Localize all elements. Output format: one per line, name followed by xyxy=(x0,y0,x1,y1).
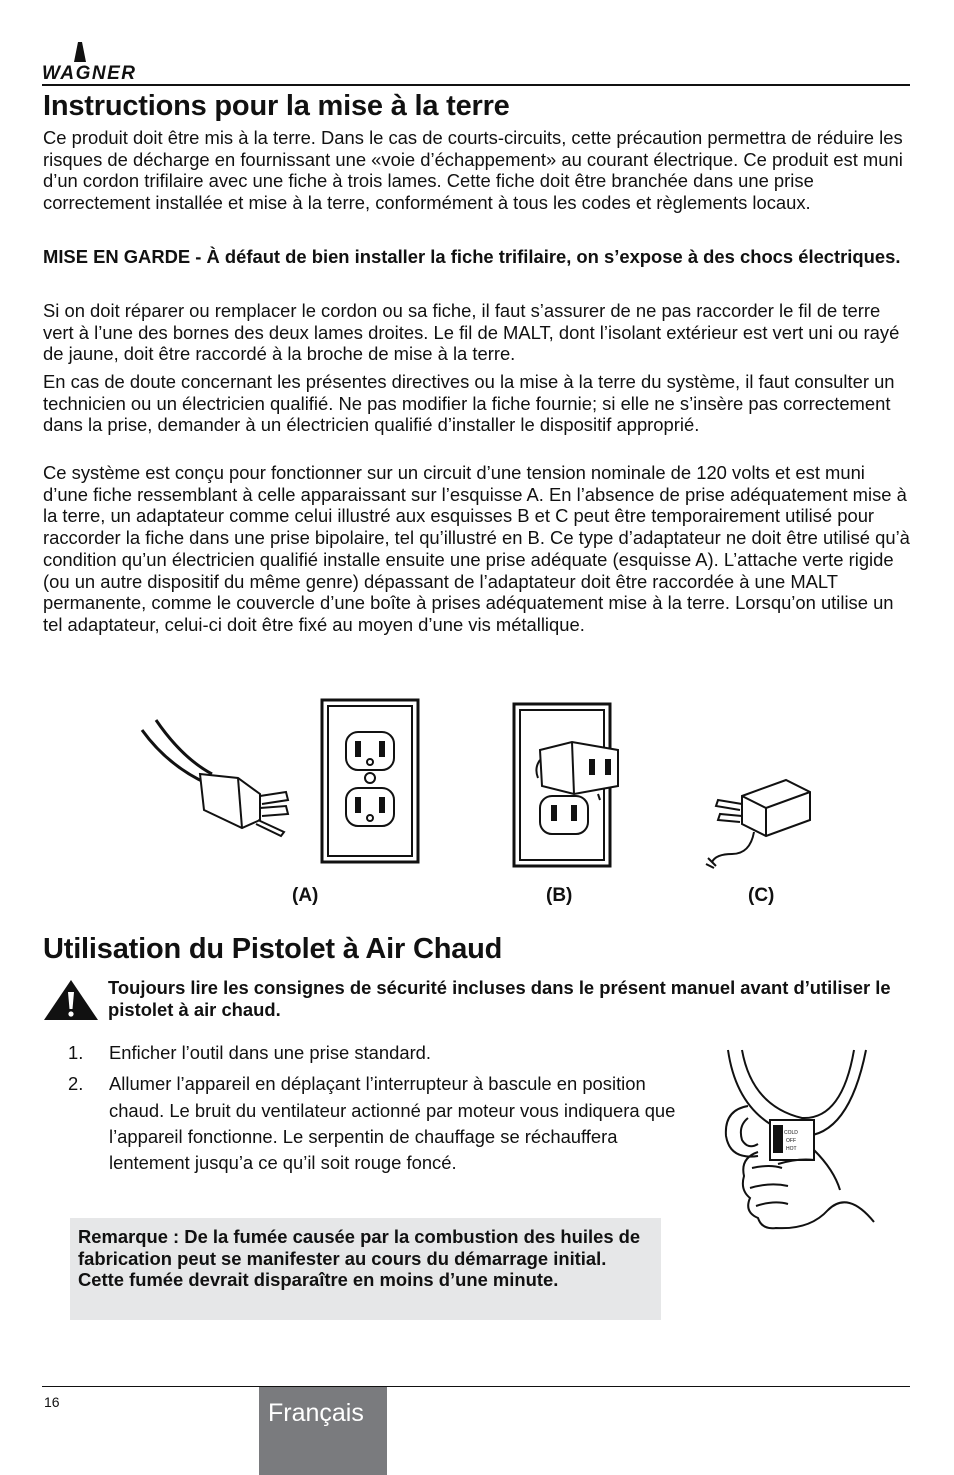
instruction-steps xyxy=(60,1040,680,1181)
section-title-grounding: Instructions pour la mise à la terre xyxy=(43,90,510,122)
paragraph-system: Ce système est conçu pour fonctionner sur un circuit d’une tension nominale de 120 volts et est muni d’une fiche ressemblant à celle apparaissant sur l’esquisse A. En l’absence de prise adéquatement mise à la terre, un adaptateur comme celui illustré aux esquisses B et C peut être temporairement utilisé pour raccorder la fiche dans une prise bipolaire, tel qu’illustré en B. Ce type d’adaptateur ne doit être utilisé qu’à condition qu’un électricien qualifié installe ensuite une prise adéquate (esquisse A). L’attache verte rigide (ou un autre dispositif du même genre) dépassant de l’adaptateur doit être raccordée à une MALT permanente, comme le couvercle d’une boîte à prises adéquatement mise à la terre. Lorsqu’on utilise un tel adaptateur, celui-ci doit être fixé au moyen d’une vis métallique. xyxy=(43,462,910,635)
figure-label-c: (C) xyxy=(748,885,775,906)
footer-rule xyxy=(42,1386,910,1387)
step-number: 1. xyxy=(68,1042,84,1063)
figure-a-plug-outlet xyxy=(138,696,428,866)
wagner-logo xyxy=(42,40,182,84)
switch-label-off: OFF xyxy=(786,1138,796,1144)
paragraph-repair: Si on doit réparer ou remplacer le cordon ou sa fiche, il faut s’assurer de ne pas raccorder le fil de terre vert à l’une des bornes des deux lames droites. Le fil de MALT, dont l’isolant extérieur est vert uni ou rayé de jaune, doit être raccordé à la broche de mise à la terre. xyxy=(43,300,900,365)
figure-b-adapter-outlet xyxy=(510,700,620,870)
step-item xyxy=(60,1071,680,1176)
header-rule xyxy=(42,84,910,86)
switch-label-hot: HOT xyxy=(786,1146,797,1152)
step-item xyxy=(60,1040,680,1066)
warning-text: MISE EN GARDE - À défaut de bien installer la fiche trifilaire, on s’expose à des chocs électriques. xyxy=(43,246,901,267)
paragraph-doubt: En cas de doute concernant les présentes directives ou la mise à la terre du système, il faut consulter un technicien ou un électricien qualifié. Ne pas modifier la fiche fournie; si elle ne s’insère pas correctement dans la prise, demander à un électricien qualifié d’installer le dispositif approprié. xyxy=(43,371,895,436)
brand-name: WAGNER xyxy=(42,63,137,84)
step-number: 2. xyxy=(68,1073,84,1095)
remark-text: Remarque : De la fumée causée par la combustion des huiles de fabrication peut se manifester au cours du démarrage initial. Cette fumée devrait disparaître en moins d’une minute. xyxy=(78,1226,641,1291)
page-number: 16 xyxy=(44,1394,60,1410)
language-label: Français xyxy=(268,1399,364,1427)
heat-gun-hand-illustration xyxy=(718,1040,878,1240)
switch-label-cold: COLD xyxy=(784,1130,798,1136)
language-tab xyxy=(259,1387,387,1475)
step-text: Allumer l’appareil en déplaçant l’interrupteur à bascule en position chaud. Le bruit du ventilateur actionné par moteur vous indiquera que l’appareil fonctionne. Le serpentin de chauffage se réchauffera lentement jusqu’a ce qu’il soit rouge foncé. xyxy=(109,1073,676,1174)
section-title-heat-gun: Utilisation du Pistolet à Air Chaud xyxy=(43,933,503,965)
step-text: Enficher l’outil dans une prise standard. xyxy=(109,1042,432,1063)
safety-note: Toujours lire les consignes de sécurité incluses dans le présent manuel avant d’utiliser le pistolet à air chaud. xyxy=(108,977,891,1020)
warning-triangle-icon xyxy=(42,978,100,1022)
figure-label-a: (A) xyxy=(292,885,319,906)
figure-label-b: (B) xyxy=(546,885,573,906)
figure-c-adapter xyxy=(702,770,814,870)
remark-box xyxy=(70,1218,661,1320)
paragraph-grounding-intro: Ce produit doit être mis à la terre. Dans le cas de courts-circuits, cette précaution permettra de réduire les risques de décharge en fournissant une «voie d’échappement» au courant électrique. Ce produit est muni d’un cordon trifilaire avec une fiche à trois lames. Cette fiche doit être branchée dans une prise correctement installée et mise à la terre, conformément à tous les codes et règlements locaux. xyxy=(43,127,903,214)
